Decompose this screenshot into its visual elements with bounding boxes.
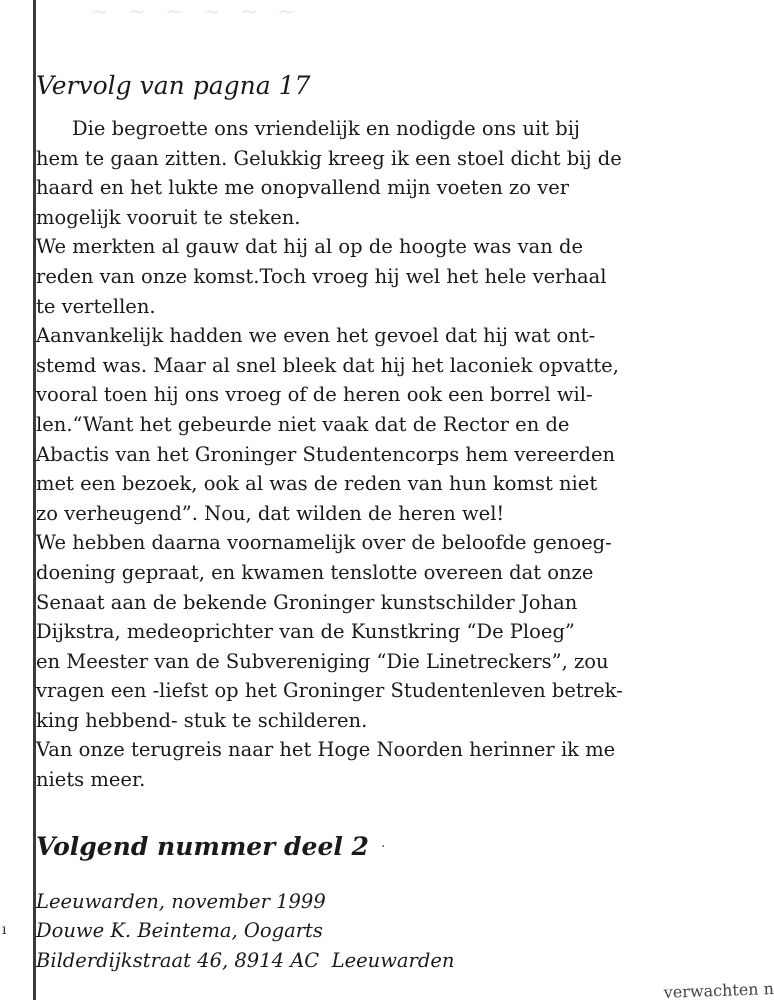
body-line: en Meester van de Subvereniging “Die Linetreckers”, zou — [36, 649, 609, 673]
body-line: met een bezoek, ook al was de reden van hun komst niet — [36, 472, 598, 496]
body-line: zo verheugend”. Nou, dat wilden de heren wel! — [36, 501, 505, 525]
body-line: We merkten al gauw dat hij al op de hoogte was van de — [36, 235, 584, 259]
body-line: doening gepraat, en kwamen tenslotte overeen dat onze — [36, 560, 594, 584]
next-page-fragment: verwachten n — [663, 979, 774, 1002]
speck-mark: · — [381, 838, 386, 855]
body-line: stemd was. Maar al snel bleek dat hij het laconiek opvatte, — [36, 353, 619, 377]
body-line: haard en het lukte me onopvallend mijn voeten zo ver — [36, 176, 570, 200]
signature-name: Douwe K. Beintema, Oogarts — [36, 919, 323, 943]
body-line: hem te gaan zitten. Gelukkig kreeg ik een stoel dicht bij de — [36, 146, 622, 170]
signature-block — [36, 887, 766, 976]
document-page — [36, 68, 766, 975]
next-issue-heading-text: Volgend nummer deel 2 — [36, 831, 369, 861]
next-issue-heading — [36, 829, 766, 865]
body-line: vragen een -liefst op het Groninger Studentenleven betrek- — [36, 679, 623, 703]
bleed-through-text: ~ ~ ~ ~ ~ ~ — [90, 0, 302, 22]
body-paragraphs — [36, 114, 766, 795]
body-line: Abactis van het Groninger Studentencorps hem vereerden — [36, 442, 616, 466]
body-line: Aanvankelijk hadden we even het gevoel dat hij wat ont- — [36, 324, 596, 348]
body-line: reden van onze komst.Toch vroeg hij wel het hele verhaal — [36, 264, 607, 288]
body-line: niets meer. — [36, 768, 146, 792]
body-line: te vertellen. — [36, 294, 156, 318]
margin-mark: ı — [2, 922, 7, 938]
body-line: Dijkstra, medeoprichter van de Kunstkring “De Ploeg” — [36, 620, 575, 644]
continued-heading: Vervolg van pagna 17 — [36, 71, 311, 100]
body-line: king hebbend- stuk te schilderen. — [36, 708, 368, 732]
body-line: Van onze terugreis naar het Hoge Noorden herinner ik me — [36, 738, 616, 762]
body-line: Senaat aan de bekende Groninger kunstschilder Johan — [36, 590, 578, 614]
signature-place-date: Leeuwarden, november 1999 — [36, 889, 326, 913]
body-line: We hebben daarna voornamelijk over de beloofde genoeg- — [36, 531, 612, 555]
body-line: Die begroette ons vriendelijk en nodigde ons uit bij — [72, 117, 580, 140]
body-line: mogelijk vooruit te steken. — [36, 205, 301, 229]
body-line: vooral toen hij ons vroeg of de heren ook een borrel wil- — [36, 383, 593, 407]
body-line: len.“Want het gebeurde niet vaak dat de Rector en de — [36, 412, 570, 436]
signature-address: Bilderdijkstraat 46, 8914 AC Leeuwarden — [36, 948, 455, 972]
